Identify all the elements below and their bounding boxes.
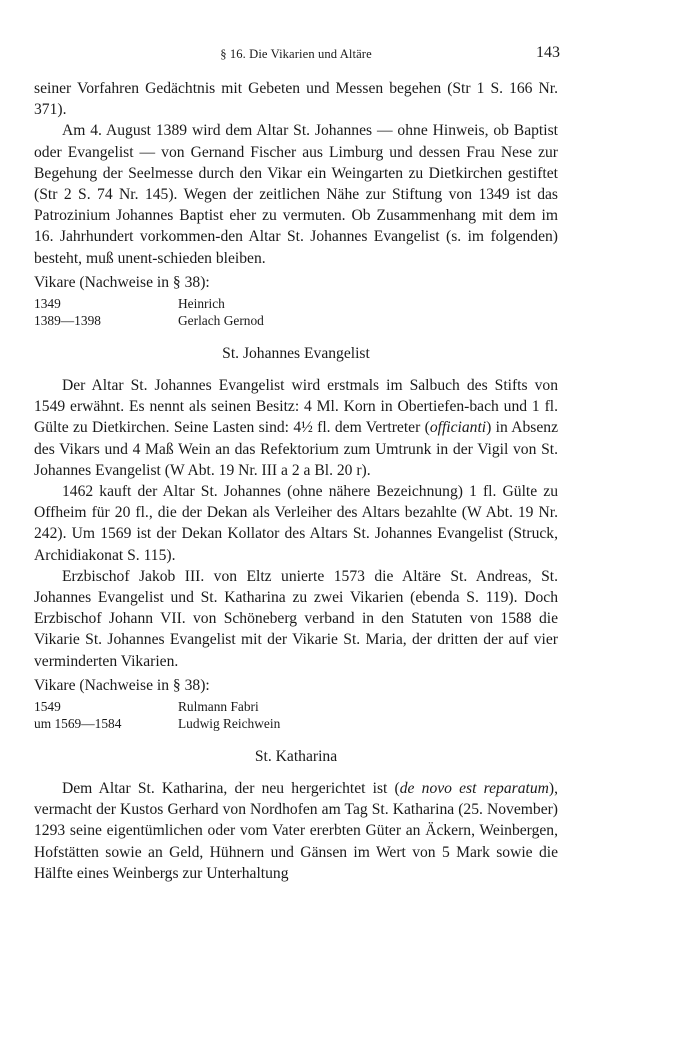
paragraph: Am 4. August 1389 wird dem Altar St. Johannes — ohne Hinweis, ob Baptist oder Evangelist — von Gernand Fischer aus Limburg und dessen Frau Nese zur Begehung der Seelmesse durch den Vikar ein Weingarten zu Dietkirchen gestiftet (Str 2 S. 74 Nr. 145). Wegen der zeitlichen Nähe zur Stiftung von 1349 ist das Patrozinium Johannes Baptist eher zu vermuten. Ob Zusammenhang mit dem im 16. Jahrhundert vorkommen-den Altar St. Johannes Evangelist (s. im folgenden) besteht, muß unent-schieden bleiben. bbox=[34, 122, 558, 267]
text-run: ) in Absenz des Vikars und 4 Maß Wein an das Refektorium zum Umtrunk in der Vigil von St. Johannes Evangelist (W Abt. 19 Nr. III a 2 a Bl. 20 r). bbox=[34, 419, 558, 479]
vikare-row bbox=[34, 312, 558, 330]
section-st-katharina bbox=[34, 746, 558, 884]
vikare-name: Ludwig Reichwein bbox=[178, 716, 281, 732]
text-run: ), vermacht der Kustos Gerhard von Nordhofen am Tag St. Katharina (25. November) 1293 seine eigentümlichen oder vom Vater ererbten Güter an Äckern, Weinbergen, Hofstätten sowie an Geld, Hühnern und Gänsen im Wert von 5 Mark sowie die Hälfte eines Weinbergs zur Unterhaltung bbox=[34, 780, 558, 882]
latin-term: de novo est reparatum bbox=[399, 780, 549, 798]
section-st-johannes-continued bbox=[34, 78, 558, 330]
paragraph: 1462 kauft der Altar St. Johannes (ohne nähere Bezeichnung) 1 fl. Gülte zu Offheim für 20 fl., die der Dekan als Verleiher des Altars bezahlte (W Abt. 19 Nr. 242). Um 1569 ist der Dekan Kollator des Altars St. Johannes Evangelist (Struck, Archidiakonat S. 115). bbox=[34, 483, 558, 564]
vikare-row bbox=[34, 715, 558, 733]
vikare-years: 1549 bbox=[34, 698, 61, 714]
vikare-list bbox=[34, 698, 558, 733]
paragraph: seiner Vorfahren Gedächtnis mit Gebeten und Messen begehen (Str 1 S. 166 Nr. 371). bbox=[34, 80, 558, 119]
text-run: Der Altar St. Johannes Evangelist wird erstmals im Salbuch des Stifts von 1549 erwähnt. Es nennt als seinen Besitz: 4 Ml. Korn in Obertiefen-bach und 1 fl. Gülte zu Dietkirchen. Seine Lasten sind: 4½ fl. dem Vertreter ( bbox=[34, 377, 558, 437]
section-heading: St. Katharina bbox=[254, 748, 338, 766]
page bbox=[34, 44, 558, 884]
vikare-years: 1349 bbox=[34, 295, 61, 311]
vikare-row bbox=[34, 295, 558, 313]
page-number: 143 bbox=[536, 44, 560, 61]
section-st-johannes-evangelist bbox=[34, 343, 558, 733]
vikare-years: um 1569—1584 bbox=[34, 716, 122, 732]
vikare-list bbox=[34, 295, 558, 330]
vikare-name: Rulmann Fabri bbox=[178, 698, 259, 714]
vikare-years: 1389—1398 bbox=[34, 313, 101, 329]
vikare-name: Gerlach Gernod bbox=[178, 313, 264, 329]
vikare-label: Vikare (Nachweise in § 38): bbox=[34, 273, 210, 291]
paragraph: Erzbischof Jakob III. von Eltz unierte 1573 die Altäre St. Andreas, St. Johannes Evangelist und St. Katharina zu zwei Vikarien (ebenda S. 119). Doch Erzbischof Johann VII. von Schöneberg verband in den Statuten von 1588 die Vikarie St. Johannes Evangelist mit der Vikarie St. Maria, der dritten der auf vier verminderten Vikarien. bbox=[34, 567, 558, 670]
vikare-row bbox=[34, 698, 558, 716]
paragraph bbox=[34, 778, 558, 884]
latin-term: officianti bbox=[429, 419, 487, 437]
running-head bbox=[34, 44, 558, 70]
paragraph bbox=[34, 375, 558, 481]
running-head-title: § 16. Die Vikarien und Altäre bbox=[220, 47, 372, 61]
vikare-label: Vikare (Nachweise in § 38): bbox=[34, 676, 210, 694]
text-run: Dem Altar St. Katharina, der neu hergerichtet ist ( bbox=[62, 780, 400, 798]
vikare-name: Heinrich bbox=[178, 295, 225, 311]
section-heading: St. Johannes Evangelist bbox=[222, 345, 370, 363]
